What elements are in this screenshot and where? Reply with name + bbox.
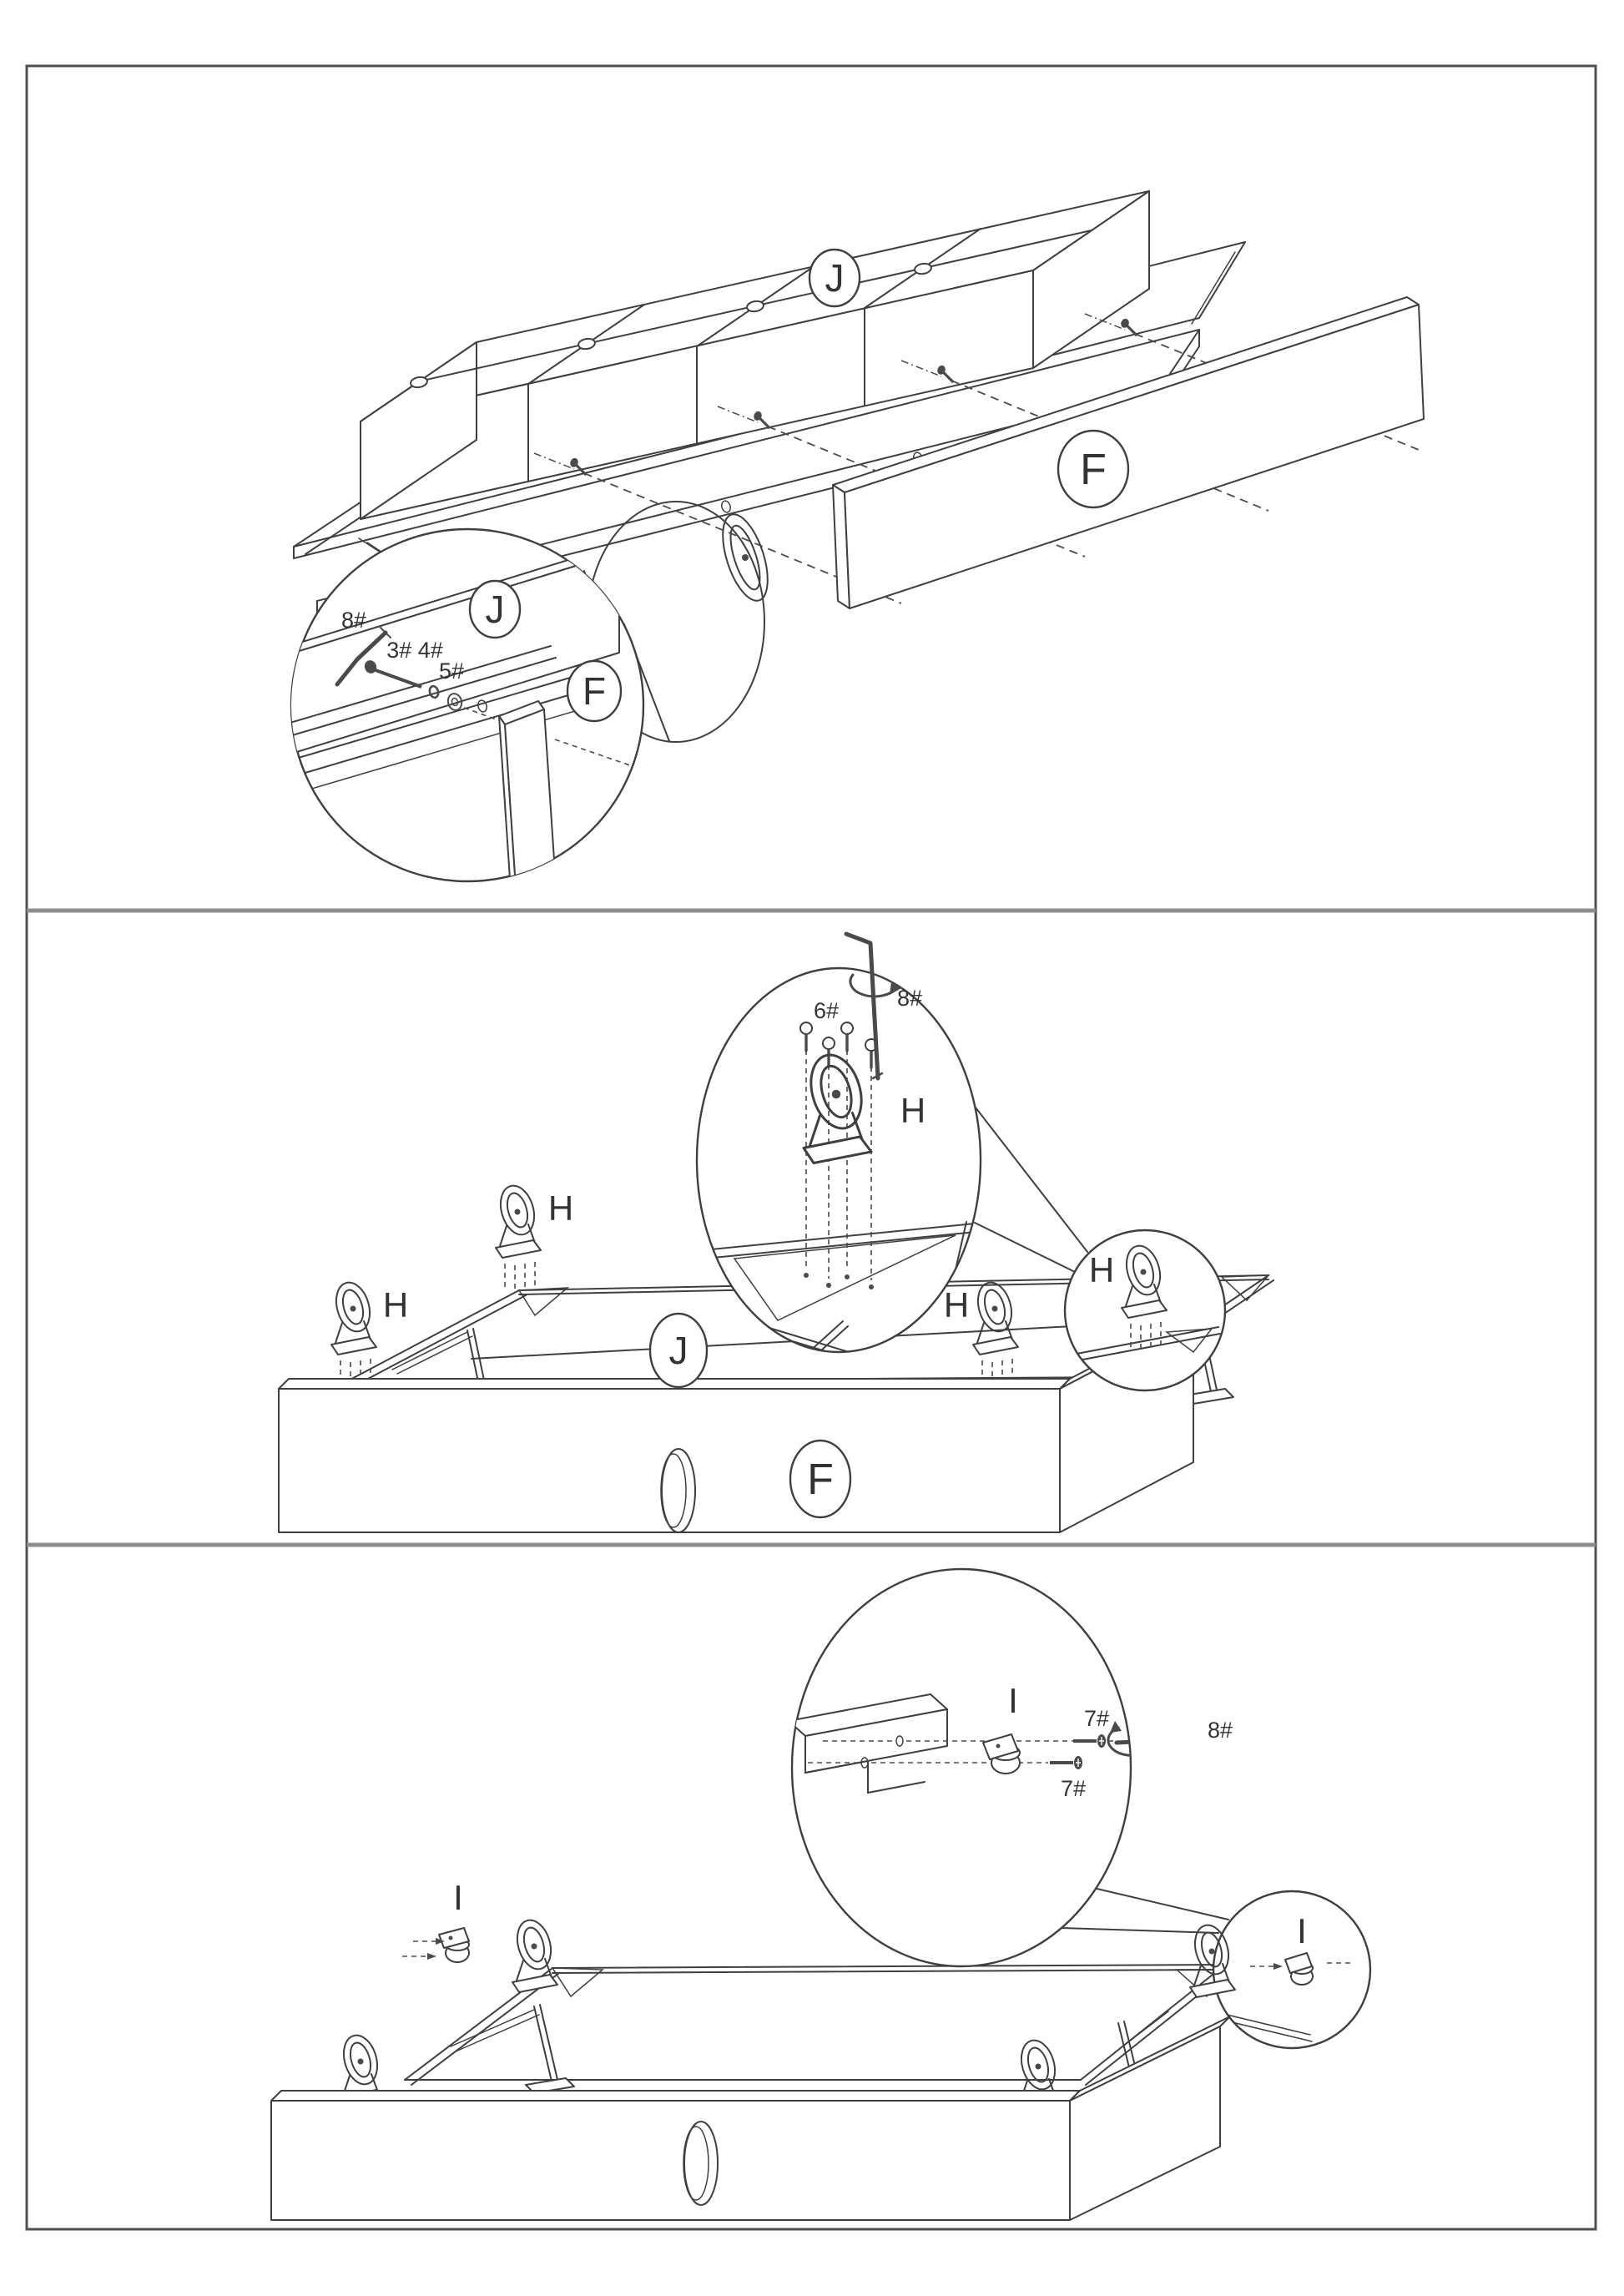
hardware-label-bolt: 3# 4# [386, 638, 443, 663]
caster-wheel-icon [714, 509, 776, 606]
handle-cutout [661, 1449, 695, 1532]
caster-label-h: H [900, 1091, 926, 1130]
caster-label-h: H [547, 1188, 574, 1228]
hardware-label-screws: 6# [813, 998, 840, 1023]
hardware-label-screw: 7# [1060, 1776, 1087, 1801]
panel-step-attach-casters [279, 934, 1273, 1532]
caster-icon [512, 1916, 557, 1992]
part-label-i: I [453, 1878, 463, 1917]
part-label-i: I [1297, 1911, 1307, 1950]
hardware-label-allen: 8# [1207, 1718, 1233, 1743]
part-label-f: F [1080, 446, 1107, 494]
hardware-label-washer: 5# [438, 659, 465, 684]
hardware-label-allen: 8# [340, 608, 367, 633]
part-label-f: F [807, 1456, 834, 1504]
caster-label-h: H [382, 1285, 409, 1325]
panel-step-attach-stoppers [271, 1569, 1370, 2220]
detail-circle [697, 968, 981, 1352]
part-label-j: J [485, 588, 505, 631]
stopper-i [402, 1928, 469, 1962]
side-panel-f [279, 1309, 1203, 1532]
part-label-j: J [825, 256, 845, 300]
panel-step-attach-side-panel [250, 191, 1424, 900]
handle-cutout [683, 2122, 718, 2205]
side-panel-f [271, 2016, 1230, 2220]
part-label-i: I [1008, 1681, 1018, 1720]
caster-label-h: H [943, 1285, 970, 1325]
part-label-f: F [582, 669, 607, 713]
caster-h [495, 1182, 541, 1292]
part-label-j: J [668, 1329, 688, 1372]
hardware-label-screw: 7# [1083, 1706, 1110, 1731]
caster-label-h: H [1088, 1250, 1115, 1289]
caster-h [330, 1279, 376, 1389]
hardware-label-allen: 8# [896, 986, 923, 1011]
